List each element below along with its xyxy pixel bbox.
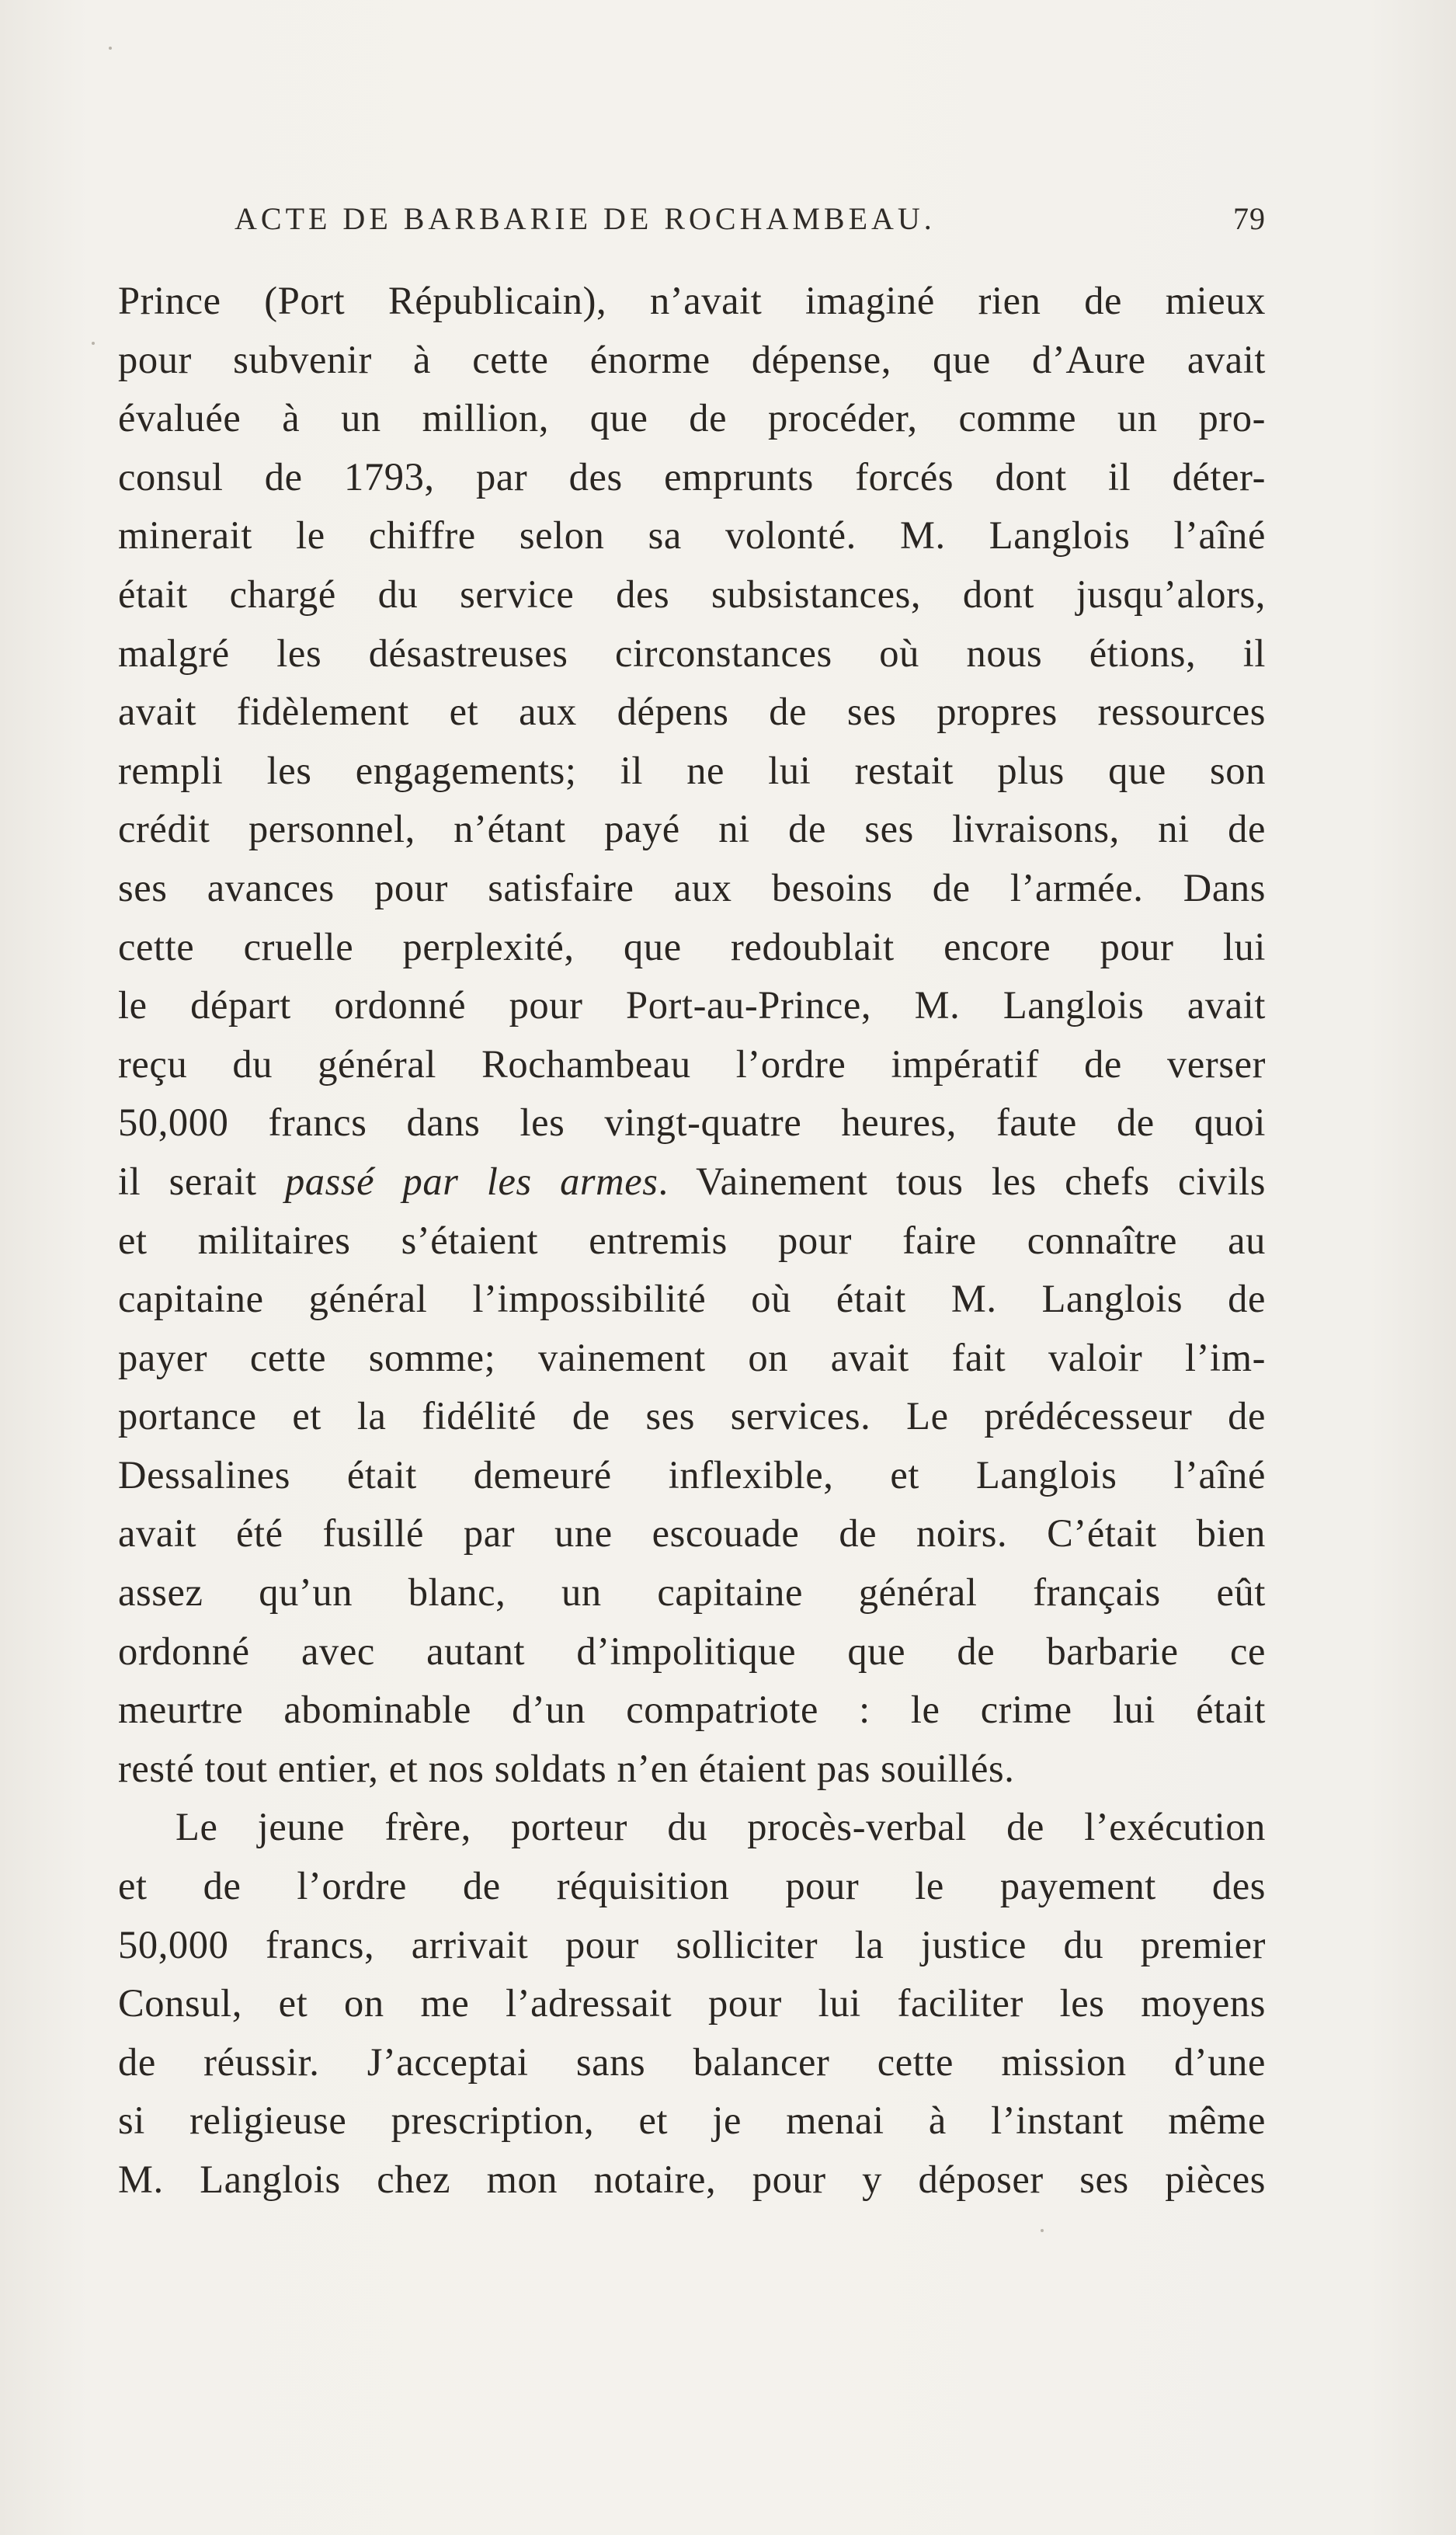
text-line: avait fidèlement et aux dépens de ses propres ressources: [118, 690, 1266, 734]
text-line: reçu du général Rochambeau l’ordre impératif de verser: [118, 1041, 1266, 1086]
text-line: crédit personnel, n’étant payé ni de ses livraisons, ni de: [118, 807, 1266, 851]
text-line: resté tout entier, et nos soldats n’en étaient pas souillés.: [118, 1746, 1015, 1790]
text-line: le départ ordonné pour Port-au-Prince, M. Langlois avait: [118, 983, 1266, 1028]
text-line: de réussir. J’acceptai sans balancer cette mission d’une: [118, 2039, 1266, 2084]
text-line: ses avances pour satisfaire aux besoins de l’armée. Dans: [118, 865, 1266, 909]
italic-phrase: passé par les armes: [284, 1159, 659, 1203]
text-line: ordonné avec autant d’impolitique que de barbarie ce: [118, 1629, 1266, 1673]
text-line: malgré les désastreuses circonstances où nous étions, il: [118, 631, 1266, 675]
text-line: meurtre abominable d’un compatriote : le crime lui était: [118, 1688, 1266, 1732]
text-line: cette cruelle perplexité, que redoublait encore pour lui: [118, 924, 1266, 968]
text-line: évaluée à un million, que de procéder, comme un pro-: [118, 396, 1266, 440]
paper-speck: [1041, 2229, 1044, 2232]
text-line: et militaires s’étaient entremis pour faire connaître au: [118, 1218, 1266, 1262]
text-line: consul de 1793, par des emprunts forcés dont il déter-: [118, 454, 1266, 499]
paper-speck: [109, 47, 112, 50]
text-line: portance et la fidélité de ses services. Le prédécesseur de: [118, 1394, 1266, 1438]
text-line: Dessalines était demeuré inflexible, et Langlois l’aîné: [118, 1452, 1266, 1497]
text-line: et de l’ordre de réquisition pour le payement des: [118, 1864, 1266, 1908]
text-line: M. Langlois chez mon notaire, pour y déposer ses pièces: [118, 2158, 1266, 2201]
text-line: avait été fusillé par une escouade de noirs. C’était bien: [118, 1511, 1266, 1556]
text-line: pour subvenir à cette énorme dépense, que d’Aure avait: [118, 337, 1266, 381]
text-line: payer cette somme; vainement on avait fait valoir l’im-: [118, 1335, 1266, 1379]
text-line: minerait le chiffre selon sa volonté. M. Langlois l’aîné: [118, 513, 1266, 558]
paragraph-first-line: Le jeune frère, porteur du procès-verbal de l’exécution: [175, 1805, 1266, 1849]
running-title: ACTE DE BARBARIE DE ROCHAMBEAU.: [235, 201, 936, 236]
text-line: si religieuse prescription, et je menai à l’instant même: [118, 2099, 1266, 2143]
text-segment: . Vainement tous les chefs civils: [658, 1159, 1266, 1203]
page-number: 79: [1233, 201, 1266, 236]
text-segment: il serait: [118, 1159, 285, 1203]
text-line: 50,000 francs, arrivait pour solliciter la justice du premier: [118, 1922, 1266, 1966]
page-header: [118, 200, 1266, 247]
text-line: 50,000 francs dans les vingt-quatre heures, faute de quoi: [118, 1101, 1266, 1145]
text-line: était chargé du service des subsistances, dont jusqu’alors,: [118, 572, 1266, 616]
text-line: Consul, et on me l’adressait pour lui faciliter les moyens: [118, 1981, 1266, 2026]
text-line: assez qu’un blanc, un capitaine général français eût: [118, 1570, 1266, 1615]
paper-speck: [92, 342, 95, 345]
text-line: Prince (Port Républicain), n’avait imaginé rien de mieux: [118, 279, 1266, 322]
text-line: rempli les engagements; il ne lui restait plus que son: [118, 748, 1266, 792]
text-line: capitaine général l’impossibilité où était M. Langlois de: [118, 1277, 1266, 1321]
text-line-with-italic: [118, 1153, 1266, 1212]
body-text: [118, 272, 1266, 2210]
